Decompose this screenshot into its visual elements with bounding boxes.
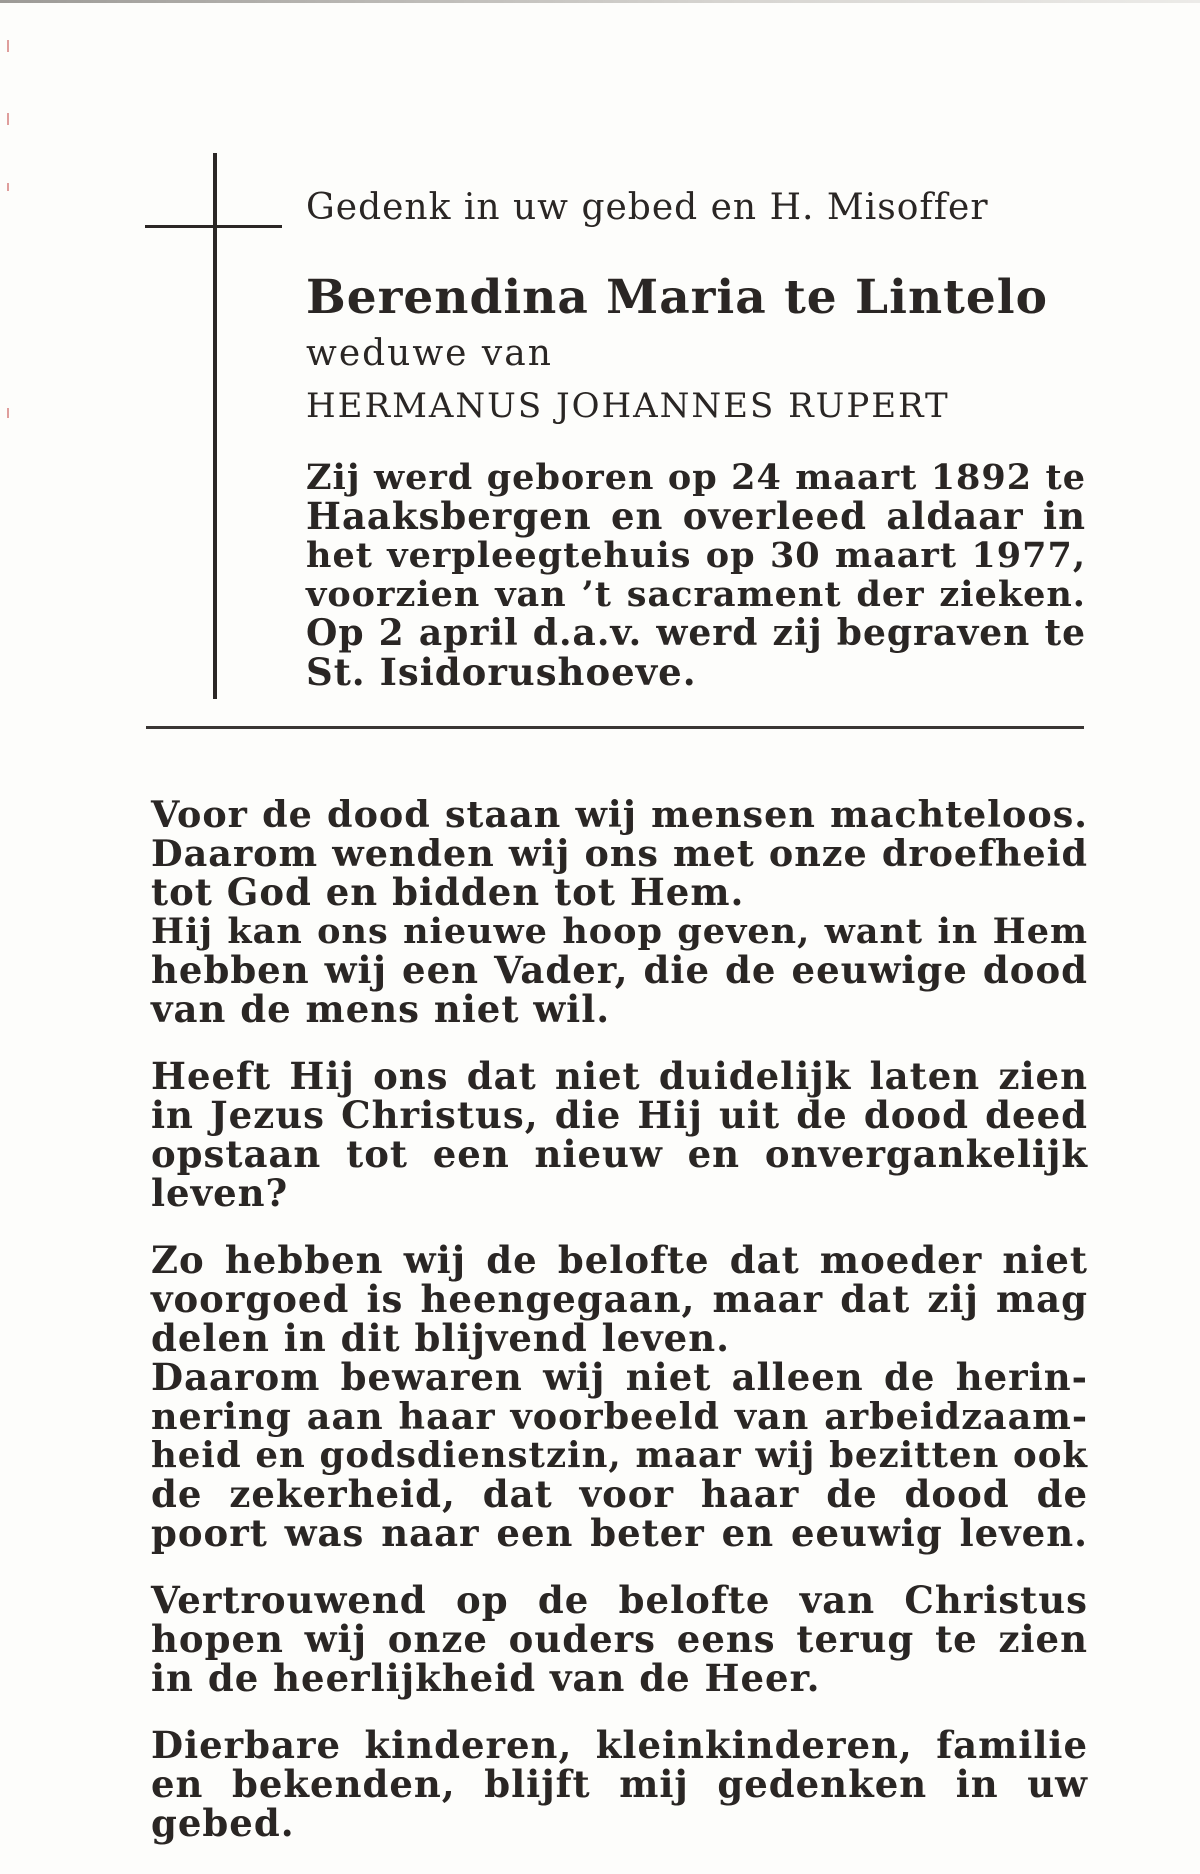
paragraph (151, 795, 1088, 1029)
text-line: Daarom wenden wij ons met onze droefheid (151, 832, 1088, 875)
text-line: tot God en bidden tot Hem. (151, 870, 745, 914)
edge-mark (7, 113, 9, 125)
text-line: heid en godsdienstzin, maar wij bezitten ook (151, 1435, 1088, 1476)
text-line: Voor de dood staan wij mensen machteloos. (151, 793, 1088, 836)
text-line: van de mens niet wil. (151, 987, 611, 1031)
memorial-text (151, 795, 1088, 1843)
text-line: hebben wij een Vader, die de eeuwige dood (151, 948, 1088, 992)
widow-of-label: weduwe van (306, 333, 553, 374)
card-top-edge (0, 0, 1200, 3)
text-line: Daarom bewaren wij niet alleen de herin- (151, 1355, 1088, 1399)
prayer-line: Gedenk in uw gebed en H. Misoffer (306, 187, 989, 228)
text-line: Vertrouwend op de belofte van Christus (151, 1578, 1088, 1622)
text-line: hopen wij onze ouders eens terug te zien (151, 1617, 1088, 1661)
paragraph (151, 1238, 1088, 1555)
memorial-header (306, 186, 1086, 428)
text-line: in Jezus Christus, die Hij uit de dood deed (151, 1093, 1088, 1137)
biography (306, 458, 1086, 692)
cross-vertical-bar (213, 153, 217, 699)
text-line: in de heerlijkheid van de Heer. (151, 1656, 821, 1700)
deceased-name: Berendina Maria te Lintelo (306, 270, 1048, 325)
paragraph (151, 1578, 1088, 1700)
bio-line: Op 2 april d.a.v. werd zij begraven te (306, 612, 1086, 654)
bio-line: Haaksbergen en overleed aldaar in (306, 494, 1086, 538)
section-divider (146, 726, 1084, 729)
text-line: delen in dit blijvend leven. (151, 1316, 731, 1360)
text-line: de zekerheid, dat voor haar de dood de (151, 1472, 1088, 1516)
text-line: nering aan haar voorbeeld van arbeidzaam- (151, 1395, 1088, 1438)
bio-line: het verpleegtehuis op 30 maart 1977, (306, 535, 1086, 576)
cross-horizontal-bar (145, 225, 282, 228)
text-line: Heeft Hij ons dat niet duidelijk laten zien (151, 1054, 1088, 1098)
text-line: opstaan tot een nieuw en onvergankelijk (151, 1132, 1088, 1176)
text-line: Hij kan ons nieuwe hoop geven, want in Hem (151, 911, 1088, 952)
bio-line: St. Isidorushoeve. (306, 650, 697, 694)
text-line: poort was naar een beter en eeuwig leven. (151, 1511, 1088, 1555)
text-line: gebed. (151, 1801, 295, 1845)
text-line: Zo hebben wij de belofte dat moeder niet (151, 1238, 1088, 1282)
text-line: voorgoed is heengegaan, maar dat zij mag (151, 1277, 1088, 1321)
edge-mark (7, 408, 9, 418)
paragraph (151, 1054, 1088, 1215)
bio-line: Zij werd geboren op 24 maart 1892 te (306, 457, 1086, 498)
edge-mark (7, 183, 9, 191)
text-line: Dierbare kinderen, kleinkinderen, familie (151, 1723, 1088, 1767)
spouse-name: HERMANUS JOHANNES RUPERT (306, 386, 950, 426)
text-line: leven? (151, 1171, 289, 1215)
bio-line: voorzien van ’t sacrament der zieken. (306, 574, 1086, 615)
edge-mark (7, 40, 9, 52)
paragraph (151, 1723, 1088, 1845)
text-line: en bekenden, blijft mij gedenken in uw (151, 1762, 1088, 1806)
